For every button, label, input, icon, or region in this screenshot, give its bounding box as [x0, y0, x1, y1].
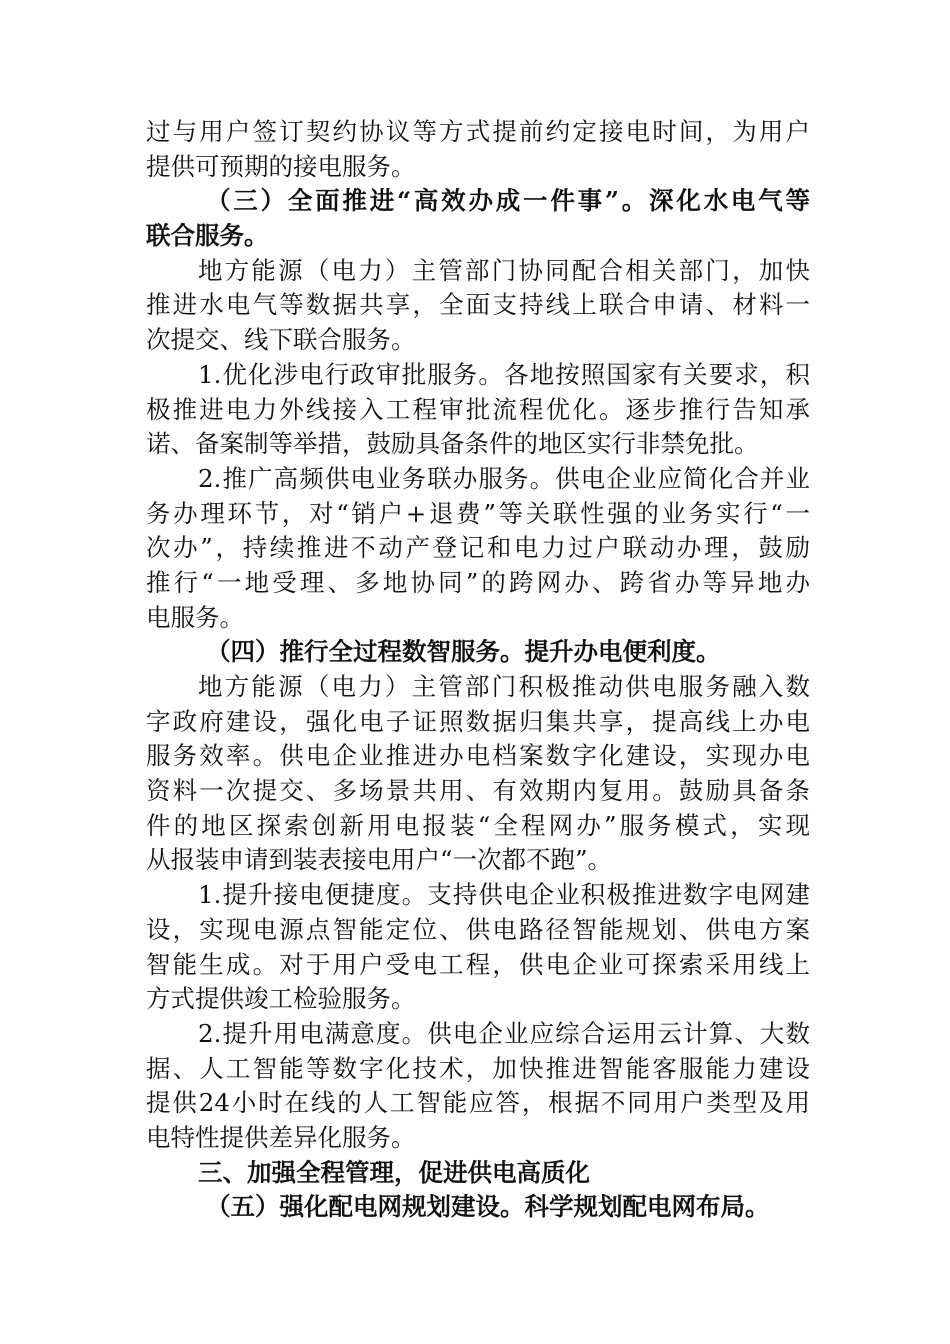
text-line: 1.提升接电便捷度。支持供电企业积极推进数字电网建 — [198, 880, 810, 910]
text-line: 件的地区探索创新用电报装“全程网办”服务模式，实现 — [146, 810, 810, 840]
text-line: 推行“一地受理、多地协同”的跨网办、跨省办等异地办 — [146, 567, 810, 597]
subsection-heading-5: （五）强化配电网规划建设。科学规划配电网布局。 — [206, 1192, 770, 1222]
text-line: 地方能源（电力）主管部门协同配合相关部门，加快 — [198, 255, 810, 285]
text-line: 推进水电气等数据共享，全面支持线上联合申请、材料一 — [146, 290, 810, 320]
text-line: 电特性提供差异化服务。 — [146, 1122, 416, 1152]
text-line: 资料一次提交、多场景共用、有效期内复用。鼓励具备条 — [146, 776, 810, 806]
subsection-heading-4: （四）推行全过程数智服务。提升办电便利度。 — [206, 637, 721, 667]
text-line: 2.提升用电满意度。供电企业应综合运用云计算、大数 — [198, 1018, 810, 1048]
text-line: 方式提供竣工检验服务。 — [146, 984, 416, 1014]
text-line: 提供可预期的接电服务。 — [146, 151, 416, 181]
text-line: 务办理环节，对“销户+退费”等关联性强的业务实行“一 — [146, 498, 810, 528]
text-line: 提供24小时在线的人工智能应答，根据不同用户类型及用 — [146, 1088, 810, 1118]
text-line: 诺、备案制等举措，鼓励具备条件的地区实行非禁免批。 — [146, 429, 759, 459]
text-line: 地方能源（电力）主管部门积极推动供电服务融入数 — [198, 672, 810, 701]
document-page — [146, 115, 810, 1225]
text-line: 据、人工智能等数字化技术，加快推进智能客服能力建设 — [146, 1053, 810, 1083]
text-line: 从报装申请到装表接电用户“一次都不跑”。 — [146, 845, 613, 875]
text-line: 字政府建设，强化电子证照数据归集共享，提高线上办电 — [146, 706, 810, 736]
text-line: 2.推广高频供电业务联办服务。供电企业应简化合并业 — [198, 463, 810, 493]
text-line: 过与用户签订契约协议等方式提前约定接电时间，为用户 — [146, 117, 810, 146]
subsection-heading-3-cont: 联合服务。 — [146, 221, 269, 251]
text-line: 服务效率。供电企业推进办电档案数字化建设，实现办电 — [146, 741, 810, 771]
text-line: 电服务。 — [146, 602, 244, 632]
text-line: 极推进电力外线接入工程审批流程优化。逐步推行告知承 — [146, 394, 810, 424]
text-line: 智能生成。对于用户受电工程，供电企业可探索采用线上 — [146, 949, 810, 979]
section-heading-3: 三、加强全程管理，促进供电高质化 — [198, 1157, 590, 1187]
subsection-heading-3: （三）全面推进“高效办成一件事”。深化水电气等 — [206, 186, 810, 216]
text-line: 设，实现电源点智能定位、供电路径智能规划、供电方案 — [146, 914, 810, 944]
text-line: 次提交、线下联合服务。 — [146, 325, 416, 355]
text-line: 1.优化涉电行政审批服务。各地按照国家有关要求，积 — [198, 359, 810, 389]
text-line: 次办”，持续推进不动产登记和电力过户联动办理，鼓励 — [146, 533, 810, 563]
